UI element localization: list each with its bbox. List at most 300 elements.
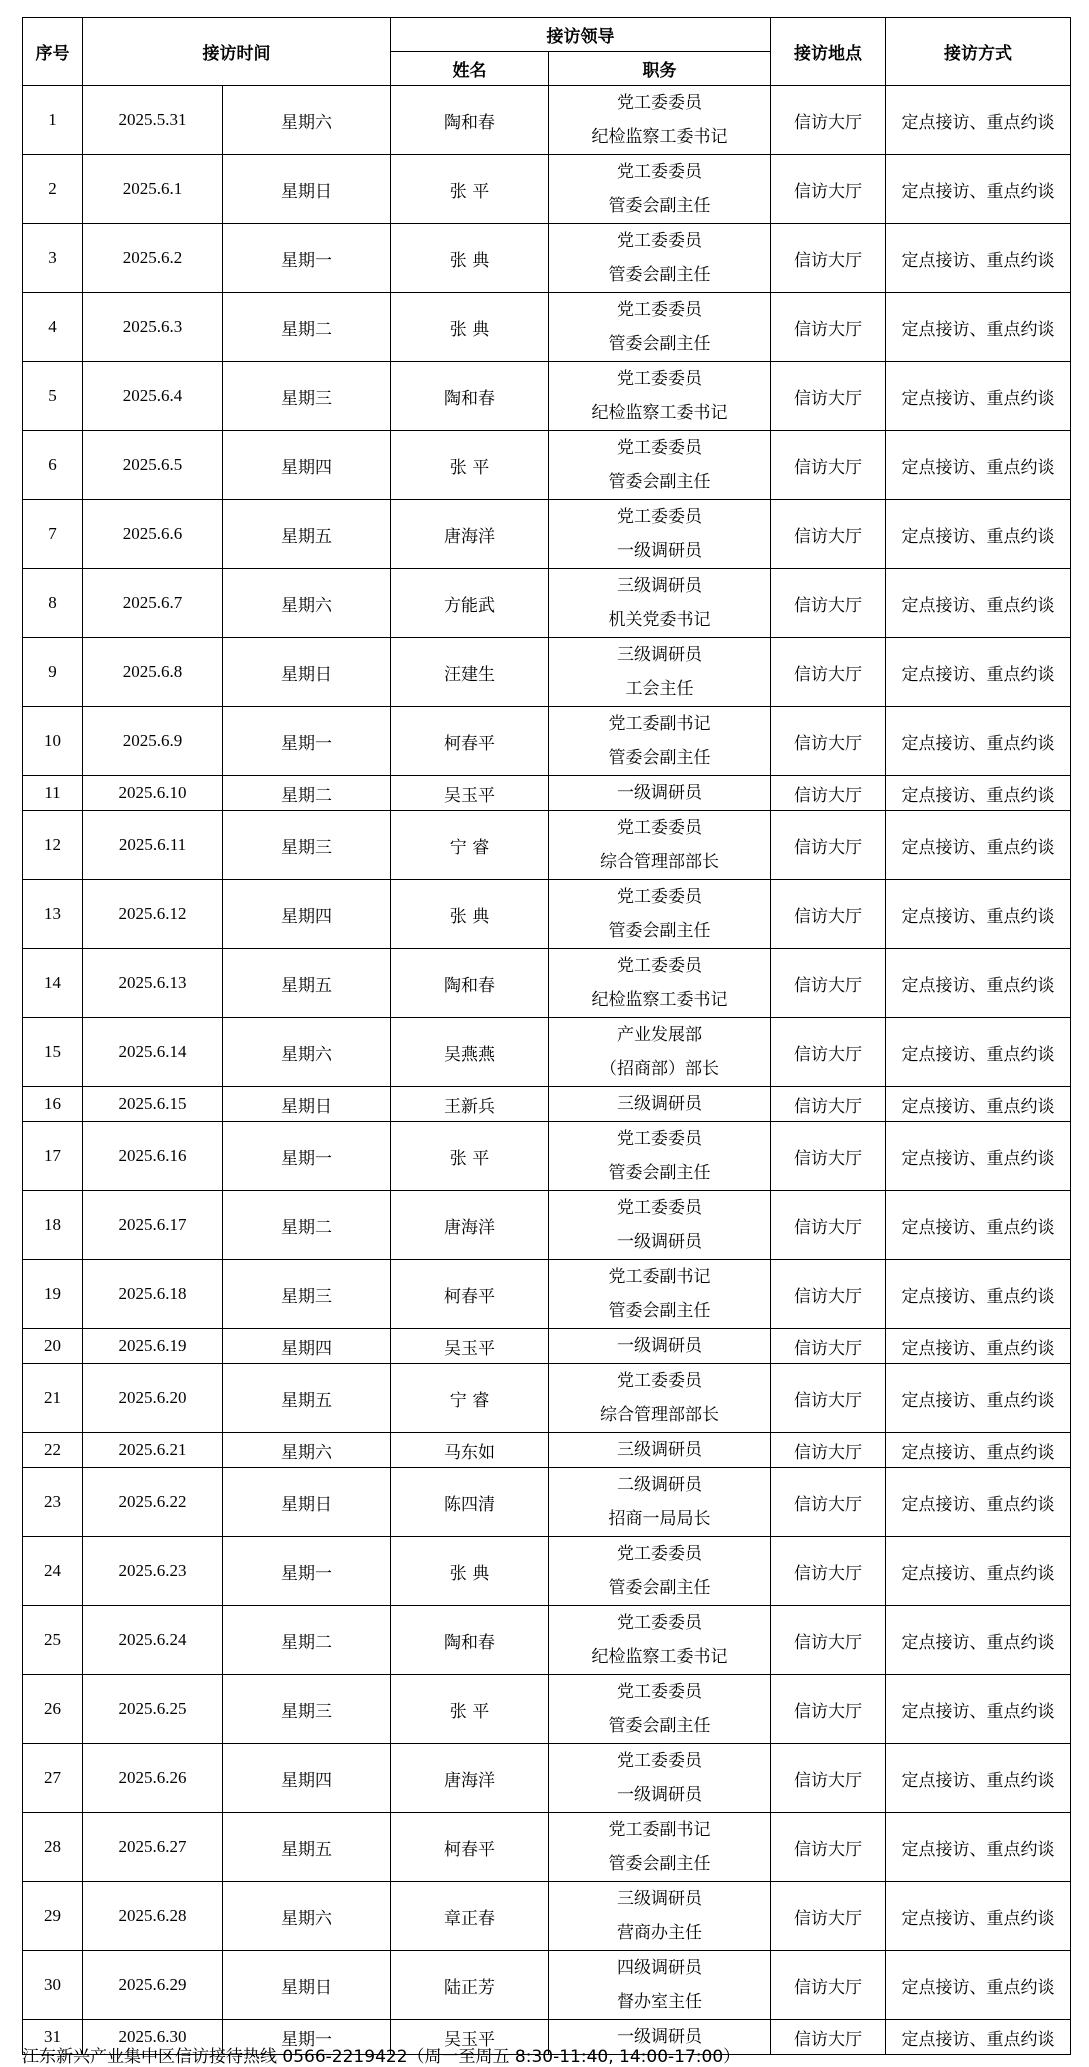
cell-weekday: 星期二 <box>223 293 391 362</box>
cell-weekday: 星期三 <box>223 811 391 880</box>
cell-place: 信访大厅 <box>771 1813 886 1882</box>
cell-name: 马东如 <box>391 1433 549 1468</box>
table-row <box>23 431 1071 500</box>
cell-date: 2025.6.20 <box>83 1364 223 1433</box>
cell-date: 2025.6.18 <box>83 1260 223 1329</box>
table-row <box>23 362 1071 431</box>
cell-name: 唐海洋 <box>391 1744 549 1813</box>
cell-method: 定点接访、重点约谈 <box>886 1606 1071 1675</box>
table-row <box>23 224 1071 293</box>
cell-title <box>549 638 771 707</box>
cell-weekday: 星期六 <box>223 86 391 155</box>
cell-name: 张 典 <box>391 880 549 949</box>
table-row <box>23 638 1071 707</box>
cell-title <box>549 880 771 949</box>
cell-place: 信访大厅 <box>771 1260 886 1329</box>
title-line: 党工委委员 <box>617 438 702 458</box>
cell-place: 信访大厅 <box>771 1744 886 1813</box>
title-line: 一级调研员 <box>617 541 702 561</box>
cell-seq: 12 <box>23 811 83 880</box>
cell-place: 信访大厅 <box>771 155 886 224</box>
cell-method: 定点接访、重点约谈 <box>886 1087 1071 1122</box>
cell-place: 信访大厅 <box>771 1468 886 1537</box>
table-row <box>23 776 1071 811</box>
table-row <box>23 1364 1071 1433</box>
cell-title <box>549 293 771 362</box>
cell-date: 2025.6.24 <box>83 1606 223 1675</box>
cell-method: 定点接访、重点约谈 <box>886 500 1071 569</box>
cell-name: 张 典 <box>391 293 549 362</box>
cell-method: 定点接访、重点约谈 <box>886 1813 1071 1882</box>
cell-date: 2025.6.11 <box>83 811 223 880</box>
title-line: 二级调研员 <box>617 1475 702 1495</box>
cell-place: 信访大厅 <box>771 1087 886 1122</box>
cell-place: 信访大厅 <box>771 86 886 155</box>
cell-weekday: 星期日 <box>223 1468 391 1537</box>
cell-method: 定点接访、重点约谈 <box>886 86 1071 155</box>
cell-method: 定点接访、重点约谈 <box>886 638 1071 707</box>
title-line: 管委会副主任 <box>608 1716 711 1736</box>
cell-date: 2025.6.5 <box>83 431 223 500</box>
cell-method: 定点接访、重点约谈 <box>886 293 1071 362</box>
cell-seq: 15 <box>23 1018 83 1087</box>
header-time: 接访时间 <box>83 18 391 86</box>
cell-method: 定点接访、重点约谈 <box>886 569 1071 638</box>
table-row <box>23 1744 1071 1813</box>
cell-method: 定点接访、重点约谈 <box>886 431 1071 500</box>
cell-method: 定点接访、重点约谈 <box>886 1675 1071 1744</box>
cell-seq: 11 <box>23 776 83 811</box>
cell-place: 信访大厅 <box>771 293 886 362</box>
title-line: 综合管理部部长 <box>600 1405 719 1425</box>
title-line: 产业发展部 <box>617 1025 702 1045</box>
cell-title <box>549 949 771 1018</box>
title-line: 招商一局局长 <box>608 1509 711 1529</box>
title-line: 党工委委员 <box>617 1751 702 1771</box>
title-line: 党工委委员 <box>617 887 702 907</box>
cell-place: 信访大厅 <box>771 949 886 1018</box>
title-line: 党工委委员 <box>617 956 702 976</box>
cell-place: 信访大厅 <box>771 1675 886 1744</box>
cell-title <box>549 1744 771 1813</box>
cell-place: 信访大厅 <box>771 1537 886 1606</box>
title-line: 综合管理部部长 <box>600 852 719 872</box>
title-line: 纪检监察工委书记 <box>591 990 728 1010</box>
title-line: 管委会副主任 <box>608 1163 711 1183</box>
cell-name: 宁 睿 <box>391 811 549 880</box>
cell-place: 信访大厅 <box>771 2020 886 2055</box>
cell-name: 宁 睿 <box>391 1364 549 1433</box>
cell-method: 定点接访、重点约谈 <box>886 362 1071 431</box>
title-line: 一级调研员 <box>617 783 702 803</box>
title-line: 营商办主任 <box>617 1923 702 1943</box>
table-body <box>23 86 1071 2055</box>
cell-date: 2025.6.2 <box>83 224 223 293</box>
cell-place: 信访大厅 <box>771 500 886 569</box>
table-row <box>23 1813 1071 1882</box>
table-row <box>23 1433 1071 1468</box>
cell-name: 张 典 <box>391 224 549 293</box>
cell-weekday: 星期六 <box>223 1018 391 1087</box>
cell-date: 2025.6.29 <box>83 1951 223 2020</box>
title-line: 党工委委员 <box>617 1198 702 1218</box>
cell-method: 定点接访、重点约谈 <box>886 776 1071 811</box>
cell-weekday: 星期一 <box>223 224 391 293</box>
cell-place: 信访大厅 <box>771 1364 886 1433</box>
cell-method: 定点接访、重点约谈 <box>886 1882 1071 1951</box>
cell-name: 方能武 <box>391 569 549 638</box>
title-line: 党工委委员 <box>617 231 702 251</box>
cell-seq: 13 <box>23 880 83 949</box>
cell-date: 2025.6.10 <box>83 776 223 811</box>
cell-method: 定点接访、重点约谈 <box>886 1468 1071 1537</box>
cell-seq: 26 <box>23 1675 83 1744</box>
cell-seq: 6 <box>23 431 83 500</box>
cell-name: 张 平 <box>391 155 549 224</box>
table-row <box>23 293 1071 362</box>
table-row <box>23 1951 1071 2020</box>
cell-name: 王新兵 <box>391 1087 549 1122</box>
cell-weekday: 星期一 <box>223 1537 391 1606</box>
table-row <box>23 1122 1071 1191</box>
title-line: 督办室主任 <box>617 1992 702 2012</box>
cell-weekday: 星期四 <box>223 880 391 949</box>
title-line: 党工委委员 <box>617 507 702 527</box>
cell-seq: 4 <box>23 293 83 362</box>
cell-method: 定点接访、重点约谈 <box>886 1364 1071 1433</box>
cell-date: 2025.6.4 <box>83 362 223 431</box>
cell-method: 定点接访、重点约谈 <box>886 811 1071 880</box>
cell-seq: 7 <box>23 500 83 569</box>
cell-seq: 27 <box>23 1744 83 1813</box>
table-row <box>23 811 1071 880</box>
title-line: 党工委委员 <box>617 1613 702 1633</box>
cell-date: 2025.6.23 <box>83 1537 223 1606</box>
cell-date: 2025.6.6 <box>83 500 223 569</box>
cell-place: 信访大厅 <box>771 569 886 638</box>
header-method: 接访方式 <box>886 18 1071 86</box>
cell-name: 柯春平 <box>391 1260 549 1329</box>
cell-date: 2025.6.15 <box>83 1087 223 1122</box>
cell-title <box>549 431 771 500</box>
cell-seq: 1 <box>23 86 83 155</box>
cell-place: 信访大厅 <box>771 1018 886 1087</box>
cell-seq: 31 <box>23 2020 83 2055</box>
cell-weekday: 星期三 <box>223 1260 391 1329</box>
cell-place: 信访大厅 <box>771 1433 886 1468</box>
cell-seq: 19 <box>23 1260 83 1329</box>
table-row <box>23 1882 1071 1951</box>
cell-method: 定点接访、重点约谈 <box>886 1191 1071 1260</box>
table-row <box>23 569 1071 638</box>
cell-date: 2025.6.16 <box>83 1122 223 1191</box>
table-row <box>23 155 1071 224</box>
cell-place: 信访大厅 <box>771 1329 886 1364</box>
table-row <box>23 1329 1071 1364</box>
cell-weekday: 星期三 <box>223 362 391 431</box>
cell-place: 信访大厅 <box>771 1191 886 1260</box>
cell-date: 2025.6.12 <box>83 880 223 949</box>
title-line: 管委会副主任 <box>608 748 711 768</box>
title-line: 四级调研员 <box>617 1958 702 1978</box>
cell-date: 2025.6.1 <box>83 155 223 224</box>
title-line: 党工委副书记 <box>608 1820 711 1840</box>
header-title: 职务 <box>549 52 771 86</box>
cell-place: 信访大厅 <box>771 1122 886 1191</box>
cell-seq: 21 <box>23 1364 83 1433</box>
title-line: 一级调研员 <box>617 1785 702 1805</box>
cell-title <box>549 1433 771 1468</box>
cell-title <box>549 1191 771 1260</box>
cell-place: 信访大厅 <box>771 224 886 293</box>
cell-weekday: 星期日 <box>223 1087 391 1122</box>
header-place: 接访地点 <box>771 18 886 86</box>
cell-seq: 5 <box>23 362 83 431</box>
cell-weekday: 星期二 <box>223 1191 391 1260</box>
title-line: 三级调研员 <box>617 645 702 665</box>
cell-seq: 9 <box>23 638 83 707</box>
cell-seq: 3 <box>23 224 83 293</box>
cell-method: 定点接访、重点约谈 <box>886 1329 1071 1364</box>
cell-place: 信访大厅 <box>771 776 886 811</box>
title-line: 党工委委员 <box>617 818 702 838</box>
title-line: 机关党委书记 <box>608 610 711 630</box>
cell-title <box>549 500 771 569</box>
cell-seq: 28 <box>23 1813 83 1882</box>
title-line: 党工委委员 <box>617 1371 702 1391</box>
cell-weekday: 星期一 <box>223 2020 391 2055</box>
cell-date: 2025.6.28 <box>83 1882 223 1951</box>
cell-method: 定点接访、重点约谈 <box>886 1122 1071 1191</box>
title-line: 党工委副书记 <box>608 714 711 734</box>
title-line: 工会主任 <box>625 679 694 699</box>
cell-seq: 18 <box>23 1191 83 1260</box>
cell-method: 定点接访、重点约谈 <box>886 1018 1071 1087</box>
cell-weekday: 星期五 <box>223 500 391 569</box>
title-line: 纪检监察工委书记 <box>591 1647 728 1667</box>
cell-date: 2025.6.27 <box>83 1813 223 1882</box>
table-row <box>23 1018 1071 1087</box>
cell-seq: 22 <box>23 1433 83 1468</box>
cell-weekday: 星期四 <box>223 1329 391 1364</box>
cell-place: 信访大厅 <box>771 811 886 880</box>
title-line: 三级调研员 <box>617 1094 702 1114</box>
cell-name: 陶和春 <box>391 1606 549 1675</box>
cell-weekday: 星期四 <box>223 1744 391 1813</box>
cell-weekday: 星期二 <box>223 1606 391 1675</box>
header-seq: 序号 <box>23 18 83 86</box>
cell-name: 吴玉平 <box>391 776 549 811</box>
cell-name: 张 平 <box>391 431 549 500</box>
cell-method: 定点接访、重点约谈 <box>886 949 1071 1018</box>
cell-date: 2025.6.14 <box>83 1018 223 1087</box>
cell-method: 定点接访、重点约谈 <box>886 1433 1071 1468</box>
cell-title <box>549 1468 771 1537</box>
cell-date: 2025.6.9 <box>83 707 223 776</box>
title-line: 纪检监察工委书记 <box>591 403 728 423</box>
table-row <box>23 1675 1071 1744</box>
cell-place: 信访大厅 <box>771 431 886 500</box>
title-line: 三级调研员 <box>617 576 702 596</box>
cell-title <box>549 811 771 880</box>
cell-title <box>549 1087 771 1122</box>
title-line: 党工委委员 <box>617 369 702 389</box>
title-line: 三级调研员 <box>617 1889 702 1909</box>
cell-name: 陆正芳 <box>391 1951 549 2020</box>
cell-weekday: 星期五 <box>223 949 391 1018</box>
cell-name: 吴燕燕 <box>391 1018 549 1087</box>
table-row <box>23 707 1071 776</box>
title-line: 党工委副书记 <box>608 1267 711 1287</box>
cell-weekday: 星期六 <box>223 1433 391 1468</box>
cell-title <box>549 86 771 155</box>
cell-seq: 10 <box>23 707 83 776</box>
cell-seq: 14 <box>23 949 83 1018</box>
cell-seq: 23 <box>23 1468 83 1537</box>
title-line: （招商部）部长 <box>600 1059 719 1079</box>
title-line: 党工委委员 <box>617 1682 702 1702</box>
cell-title <box>549 1364 771 1433</box>
title-line: 党工委委员 <box>617 162 702 182</box>
cell-date: 2025.6.8 <box>83 638 223 707</box>
table-row <box>23 1606 1071 1675</box>
cell-date: 2025.6.21 <box>83 1433 223 1468</box>
title-line: 管委会副主任 <box>608 1301 711 1321</box>
cell-weekday: 星期四 <box>223 431 391 500</box>
cell-name: 张 平 <box>391 1122 549 1191</box>
title-line: 管委会副主任 <box>608 334 711 354</box>
cell-place: 信访大厅 <box>771 1882 886 1951</box>
table-row <box>23 86 1071 155</box>
cell-method: 定点接访、重点约谈 <box>886 1951 1071 2020</box>
cell-name: 唐海洋 <box>391 1191 549 1260</box>
cell-seq: 29 <box>23 1882 83 1951</box>
cell-date: 2025.6.17 <box>83 1191 223 1260</box>
cell-method: 定点接访、重点约谈 <box>886 1744 1071 1813</box>
table-row <box>23 500 1071 569</box>
cell-name: 陶和春 <box>391 86 549 155</box>
cell-title <box>549 1537 771 1606</box>
table-row <box>23 949 1071 1018</box>
table-row <box>23 1537 1071 1606</box>
cell-date: 2025.6.19 <box>83 1329 223 1364</box>
title-line: 管委会副主任 <box>608 921 711 941</box>
hotline-footer: 江东新兴产业集中区信访接待热线 0566-2219422（周一至周五 8:30-11:40, 14:00-17:00） <box>22 2047 741 2067</box>
table-row <box>23 1191 1071 1260</box>
cell-place: 信访大厅 <box>771 1951 886 2020</box>
cell-name: 汪建生 <box>391 638 549 707</box>
cell-date: 2025.6.22 <box>83 1468 223 1537</box>
cell-title <box>549 1882 771 1951</box>
cell-title <box>549 776 771 811</box>
cell-name: 张 典 <box>391 1537 549 1606</box>
cell-weekday: 星期一 <box>223 1122 391 1191</box>
cell-name: 陶和春 <box>391 362 549 431</box>
cell-place: 信访大厅 <box>771 707 886 776</box>
cell-date: 2025.6.3 <box>83 293 223 362</box>
title-line: 纪检监察工委书记 <box>591 127 728 147</box>
cell-name: 柯春平 <box>391 707 549 776</box>
cell-name: 吴玉平 <box>391 1329 549 1364</box>
cell-date: 2025.6.25 <box>83 1675 223 1744</box>
cell-method: 定点接访、重点约谈 <box>886 224 1071 293</box>
cell-date: 2025.6.30 <box>83 2020 223 2055</box>
cell-weekday: 星期六 <box>223 1882 391 1951</box>
title-line: 党工委委员 <box>617 1544 702 1564</box>
cell-seq: 16 <box>23 1087 83 1122</box>
title-line: 管委会副主任 <box>608 196 711 216</box>
cell-title <box>549 155 771 224</box>
cell-date: 2025.6.7 <box>83 569 223 638</box>
title-line: 一级调研员 <box>617 1232 702 1252</box>
cell-weekday: 星期五 <box>223 1813 391 1882</box>
cell-title <box>549 362 771 431</box>
cell-weekday: 星期日 <box>223 638 391 707</box>
title-line: 党工委委员 <box>617 300 702 320</box>
cell-seq: 25 <box>23 1606 83 1675</box>
cell-title <box>549 1675 771 1744</box>
cell-name: 陶和春 <box>391 949 549 1018</box>
cell-weekday: 星期五 <box>223 1364 391 1433</box>
title-line: 党工委委员 <box>617 1129 702 1149</box>
title-line: 三级调研员 <box>617 1440 702 1460</box>
cell-method: 定点接访、重点约谈 <box>886 707 1071 776</box>
cell-title <box>549 707 771 776</box>
cell-title <box>549 1606 771 1675</box>
table-row <box>23 1468 1071 1537</box>
cell-name: 唐海洋 <box>391 500 549 569</box>
cell-seq: 2 <box>23 155 83 224</box>
cell-name: 张 平 <box>391 1675 549 1744</box>
cell-place: 信访大厅 <box>771 880 886 949</box>
cell-method: 定点接访、重点约谈 <box>886 155 1071 224</box>
header-name: 姓名 <box>391 52 549 86</box>
title-line: 一级调研员 <box>617 1336 702 1356</box>
cell-weekday: 星期二 <box>223 776 391 811</box>
cell-name: 柯春平 <box>391 1813 549 1882</box>
cell-place: 信访大厅 <box>771 638 886 707</box>
title-line: 管委会副主任 <box>608 1854 711 1874</box>
cell-weekday: 星期三 <box>223 1675 391 1744</box>
cell-name: 章正春 <box>391 1882 549 1951</box>
cell-title <box>549 224 771 293</box>
cell-method: 定点接访、重点约谈 <box>886 1260 1071 1329</box>
title-line: 管委会副主任 <box>608 1578 711 1598</box>
cell-name: 吴玉平 <box>391 2020 549 2055</box>
table-row <box>23 880 1071 949</box>
cell-title <box>549 569 771 638</box>
cell-date: 2025.6.26 <box>83 1744 223 1813</box>
table-row <box>23 1087 1071 1122</box>
cell-method: 定点接访、重点约谈 <box>886 2020 1071 2055</box>
cell-method: 定点接访、重点约谈 <box>886 1537 1071 1606</box>
cell-date: 2025.5.31 <box>83 86 223 155</box>
cell-weekday: 星期日 <box>223 155 391 224</box>
cell-title <box>549 1018 771 1087</box>
cell-method: 定点接访、重点约谈 <box>886 880 1071 949</box>
cell-seq: 8 <box>23 569 83 638</box>
cell-seq: 20 <box>23 1329 83 1364</box>
cell-title <box>549 1329 771 1364</box>
cell-seq: 17 <box>23 1122 83 1191</box>
cell-place: 信访大厅 <box>771 362 886 431</box>
cell-title <box>549 1813 771 1882</box>
title-line: 党工委委员 <box>617 93 702 113</box>
cell-title <box>549 1260 771 1329</box>
cell-title <box>549 1951 771 2020</box>
table-header <box>23 18 1071 86</box>
cell-title <box>549 1122 771 1191</box>
